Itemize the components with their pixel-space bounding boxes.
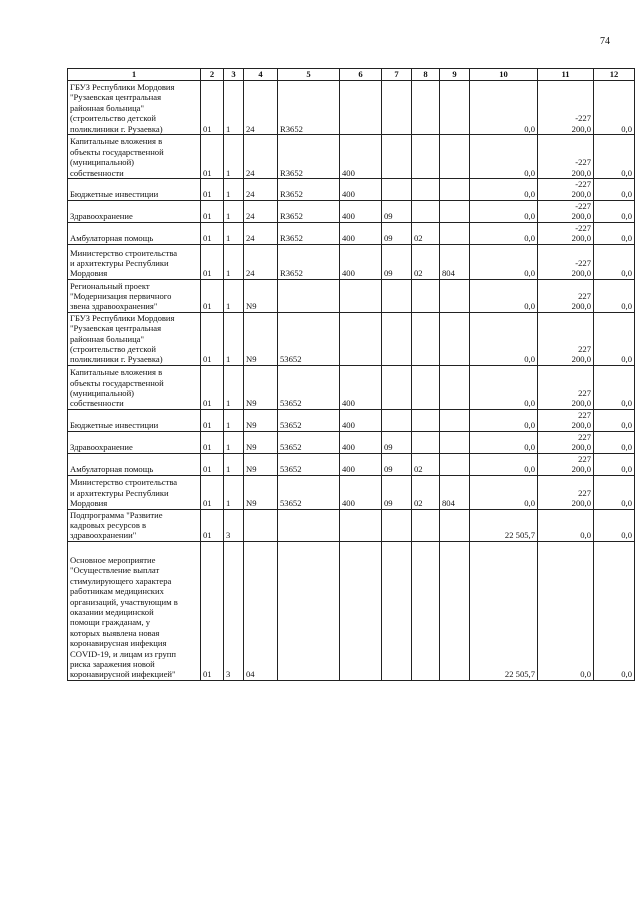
amount-col11-cell: -227 200,0 — [538, 200, 594, 222]
section-code-cell: 01 — [201, 431, 224, 453]
chapter-cell — [382, 179, 412, 201]
section-code-cell: 01 — [201, 279, 224, 312]
amount-col11-cell: -227 200,0 — [538, 179, 594, 201]
expense-type-cell: 400 — [340, 453, 382, 475]
grbs-cell — [440, 81, 470, 135]
program-code-cell: N9 — [244, 312, 278, 365]
target-article-cell: R3652 — [278, 244, 340, 279]
program-code-cell: N9 — [244, 475, 278, 509]
expense-type-cell — [340, 509, 382, 541]
grbs-cell — [440, 365, 470, 409]
amount-col12-cell: 0,0 — [594, 135, 635, 179]
row-name-cell: Бюджетные инвестиции — [68, 409, 201, 431]
grbs-cell — [440, 279, 470, 312]
subsection-code-cell: 1 — [224, 135, 244, 179]
expense-type-cell: 400 — [340, 135, 382, 179]
program-code-cell: N9 — [244, 279, 278, 312]
grbs-cell — [440, 541, 470, 680]
expense-type-cell — [340, 279, 382, 312]
grbs-cell — [440, 135, 470, 179]
section-code-cell: 01 — [201, 475, 224, 509]
subsection-code-cell: 3 — [224, 509, 244, 541]
expense-type-cell: 400 — [340, 200, 382, 222]
chapter-cell: 09 — [382, 431, 412, 453]
budget-table — [67, 68, 635, 681]
expense-type-cell: 400 — [340, 179, 382, 201]
expense-type-cell: 400 — [340, 365, 382, 409]
grbs-cell — [440, 509, 470, 541]
subsection-code-cell: 1 — [224, 81, 244, 135]
grbs-cell — [440, 453, 470, 475]
grbs-cell — [440, 409, 470, 431]
table-row — [68, 431, 635, 453]
table-body — [68, 81, 635, 681]
target-article-cell: 53652 — [278, 475, 340, 509]
expense-type-cell: 400 — [340, 475, 382, 509]
amount-col11-cell: 227 200,0 — [538, 431, 594, 453]
amount-col11-cell: 227 200,0 — [538, 312, 594, 365]
program-code-cell: 24 — [244, 244, 278, 279]
chapter-cell: 09 — [382, 453, 412, 475]
chapter-cell: 09 — [382, 244, 412, 279]
amount-col10-cell: 0,0 — [470, 312, 538, 365]
program-code-cell — [244, 509, 278, 541]
table-row — [68, 409, 635, 431]
target-article-cell: 53652 — [278, 365, 340, 409]
grbs-cell — [440, 179, 470, 201]
target-article-cell: 53652 — [278, 409, 340, 431]
chapter-cell — [382, 365, 412, 409]
grbs-cell: 804 — [440, 244, 470, 279]
amount-col12-cell: 0,0 — [594, 409, 635, 431]
table-row — [68, 365, 635, 409]
target-article-cell: 53652 — [278, 453, 340, 475]
column-header: 9 — [440, 69, 470, 81]
column-header: 11 — [538, 69, 594, 81]
section-code-cell: 01 — [201, 509, 224, 541]
section-code-cell: 01 — [201, 365, 224, 409]
column-header: 2 — [201, 69, 224, 81]
target-article-cell: R3652 — [278, 135, 340, 179]
subsection-code-cell: 1 — [224, 179, 244, 201]
grbs-cell — [440, 222, 470, 244]
table-row — [68, 453, 635, 475]
section-code-cell: 01 — [201, 135, 224, 179]
column-header: 4 — [244, 69, 278, 81]
chapter-cell: 09 — [382, 475, 412, 509]
section-code-cell: 01 — [201, 244, 224, 279]
row-name-cell: Основное мероприятие "Осуществление выплат стимулирующего характера работникам медицинских организаций, участвующим в оказании медицинской помощи гражданам, у которых выявлена новая коронавирусная инфекция COVID-19, и лицам из групп риска заражения новой коронавирусной инфекцией" — [68, 541, 201, 680]
program-code-cell: 24 — [244, 81, 278, 135]
amount-col11-cell: 227 200,0 — [538, 279, 594, 312]
row-name-cell: Бюджетные инвестиции — [68, 179, 201, 201]
subsection-code-cell: 1 — [224, 409, 244, 431]
section-code-cell: 01 — [201, 409, 224, 431]
subchapter-cell — [412, 179, 440, 201]
chapter-cell — [382, 279, 412, 312]
program-code-cell: 04 — [244, 541, 278, 680]
amount-col11-cell: -227 200,0 — [538, 244, 594, 279]
subchapter-cell — [412, 200, 440, 222]
amount-col10-cell: 22 505,7 — [470, 509, 538, 541]
subchapter-cell — [412, 365, 440, 409]
expense-type-cell — [340, 541, 382, 680]
program-code-cell: 24 — [244, 135, 278, 179]
column-header: 10 — [470, 69, 538, 81]
row-name-cell: Министерство строительства и архитектуры Республики Мордовия — [68, 475, 201, 509]
amount-col10-cell: 0,0 — [470, 431, 538, 453]
column-header: 5 — [278, 69, 340, 81]
amount-col12-cell: 0,0 — [594, 81, 635, 135]
amount-col12-cell: 0,0 — [594, 244, 635, 279]
amount-col11-cell: -227 200,0 — [538, 81, 594, 135]
subchapter-cell: 02 — [412, 222, 440, 244]
amount-col11-cell: -227 200,0 — [538, 222, 594, 244]
table-row — [68, 541, 635, 680]
subsection-code-cell: 1 — [224, 312, 244, 365]
target-article-cell: R3652 — [278, 179, 340, 201]
expense-type-cell — [340, 312, 382, 365]
amount-col12-cell: 0,0 — [594, 312, 635, 365]
column-header: 3 — [224, 69, 244, 81]
section-code-cell: 01 — [201, 179, 224, 201]
table-row — [68, 179, 635, 201]
program-code-cell: 24 — [244, 200, 278, 222]
subchapter-cell: 02 — [412, 244, 440, 279]
target-article-cell: R3652 — [278, 200, 340, 222]
amount-col10-cell: 0,0 — [470, 200, 538, 222]
chapter-cell — [382, 541, 412, 680]
subsection-code-cell: 1 — [224, 453, 244, 475]
subchapter-cell — [412, 81, 440, 135]
section-code-cell: 01 — [201, 312, 224, 365]
amount-col11-cell: 227 200,0 — [538, 475, 594, 509]
table-row — [68, 222, 635, 244]
section-code-cell: 01 — [201, 200, 224, 222]
table-row — [68, 135, 635, 179]
table-row — [68, 312, 635, 365]
target-article-cell — [278, 279, 340, 312]
program-code-cell: N9 — [244, 431, 278, 453]
subsection-code-cell: 1 — [224, 222, 244, 244]
subsection-code-cell: 3 — [224, 541, 244, 680]
subchapter-cell — [412, 135, 440, 179]
subchapter-cell — [412, 312, 440, 365]
row-name-cell: Региональный проект "Модернизация первичного звена здравоохранения" — [68, 279, 201, 312]
subsection-code-cell: 1 — [224, 365, 244, 409]
amount-col12-cell: 0,0 — [594, 541, 635, 680]
column-header: 7 — [382, 69, 412, 81]
table-row — [68, 279, 635, 312]
subsection-code-cell: 1 — [224, 244, 244, 279]
expense-type-cell: 400 — [340, 431, 382, 453]
target-article-cell: R3652 — [278, 222, 340, 244]
chapter-cell: 09 — [382, 200, 412, 222]
target-article-cell — [278, 541, 340, 680]
amount-col10-cell: 0,0 — [470, 81, 538, 135]
column-header: 8 — [412, 69, 440, 81]
subchapter-cell — [412, 409, 440, 431]
amount-col12-cell: 0,0 — [594, 365, 635, 409]
amount-col11-cell: 227 200,0 — [538, 365, 594, 409]
amount-col11-cell: 0,0 — [538, 541, 594, 680]
amount-col10-cell: 22 505,7 — [470, 541, 538, 680]
target-article-cell — [278, 509, 340, 541]
amount-col12-cell: 0,0 — [594, 475, 635, 509]
target-article-cell: R3652 — [278, 81, 340, 135]
amount-col11-cell: -227 200,0 — [538, 135, 594, 179]
row-name-cell: Здравоохранение — [68, 431, 201, 453]
grbs-cell — [440, 312, 470, 365]
section-code-cell: 01 — [201, 222, 224, 244]
subsection-code-cell: 1 — [224, 200, 244, 222]
amount-col10-cell: 0,0 — [470, 179, 538, 201]
chapter-cell — [382, 135, 412, 179]
grbs-cell: 804 — [440, 475, 470, 509]
amount-col10-cell: 0,0 — [470, 244, 538, 279]
expense-type-cell — [340, 81, 382, 135]
chapter-cell — [382, 81, 412, 135]
column-header: 6 — [340, 69, 382, 81]
amount-col10-cell: 0,0 — [470, 409, 538, 431]
row-name-cell: Амбулаторная помощь — [68, 453, 201, 475]
program-code-cell: 24 — [244, 222, 278, 244]
page-number: 74 — [600, 36, 610, 47]
row-name-cell: Подпрограмма "Развитие кадровых ресурсов в здравоохранении" — [68, 509, 201, 541]
grbs-cell — [440, 200, 470, 222]
subsection-code-cell: 1 — [224, 431, 244, 453]
grbs-cell — [440, 431, 470, 453]
amount-col10-cell: 0,0 — [470, 475, 538, 509]
chapter-cell — [382, 312, 412, 365]
program-code-cell: N9 — [244, 453, 278, 475]
program-code-cell: 24 — [244, 179, 278, 201]
subchapter-cell — [412, 279, 440, 312]
table-row — [68, 509, 635, 541]
amount-col10-cell: 0,0 — [470, 365, 538, 409]
program-code-cell: N9 — [244, 409, 278, 431]
expense-type-cell: 400 — [340, 409, 382, 431]
subsection-code-cell: 1 — [224, 475, 244, 509]
row-name-cell: ГБУЗ Республики Мордовия "Рузаевская центральная районная больница" (строительство детской поликлиники г. Рузаевка) — [68, 312, 201, 365]
row-name-cell: ГБУЗ Республики Мордовия "Рузаевская центральная районная больница" (строительство детской поликлиники г. Рузаевка) — [68, 81, 201, 135]
table-row — [68, 475, 635, 509]
subchapter-cell — [412, 431, 440, 453]
amount-col12-cell: 0,0 — [594, 453, 635, 475]
table-row — [68, 81, 635, 135]
section-code-cell: 01 — [201, 453, 224, 475]
amount-col12-cell: 0,0 — [594, 431, 635, 453]
target-article-cell: 53652 — [278, 312, 340, 365]
amount-col11-cell: 227 200,0 — [538, 409, 594, 431]
row-name-cell: Амбулаторная помощь — [68, 222, 201, 244]
target-article-cell: 53652 — [278, 431, 340, 453]
subchapter-cell: 02 — [412, 453, 440, 475]
amount-col10-cell: 0,0 — [470, 279, 538, 312]
table-row — [68, 200, 635, 222]
amount-col12-cell: 0,0 — [594, 509, 635, 541]
column-header: 1 — [68, 69, 201, 81]
amount-col10-cell: 0,0 — [470, 135, 538, 179]
section-code-cell: 01 — [201, 81, 224, 135]
subsection-code-cell: 1 — [224, 279, 244, 312]
expense-type-cell: 400 — [340, 222, 382, 244]
amount-col12-cell: 0,0 — [594, 279, 635, 312]
row-name-cell: Министерство строительства и архитектуры Республики Мордовия — [68, 244, 201, 279]
amount-col12-cell: 0,0 — [594, 179, 635, 201]
amount-col12-cell: 0,0 — [594, 200, 635, 222]
amount-col12-cell: 0,0 — [594, 222, 635, 244]
table-header-row — [68, 69, 635, 81]
amount-col10-cell: 0,0 — [470, 453, 538, 475]
table-row — [68, 244, 635, 279]
row-name-cell: Капитальные вложения в объекты государственной (муниципальной) собственности — [68, 135, 201, 179]
program-code-cell: N9 — [244, 365, 278, 409]
section-code-cell: 01 — [201, 541, 224, 680]
row-name-cell: Здравоохранение — [68, 200, 201, 222]
subchapter-cell: 02 — [412, 475, 440, 509]
expense-type-cell: 400 — [340, 244, 382, 279]
amount-col10-cell: 0,0 — [470, 222, 538, 244]
subchapter-cell — [412, 509, 440, 541]
amount-col11-cell: 0,0 — [538, 509, 594, 541]
subchapter-cell — [412, 541, 440, 680]
row-name-cell: Капитальные вложения в объекты государственной (муниципальной) собственности — [68, 365, 201, 409]
column-header: 12 — [594, 69, 635, 81]
chapter-cell — [382, 509, 412, 541]
chapter-cell — [382, 409, 412, 431]
chapter-cell: 09 — [382, 222, 412, 244]
amount-col11-cell: 227 200,0 — [538, 453, 594, 475]
